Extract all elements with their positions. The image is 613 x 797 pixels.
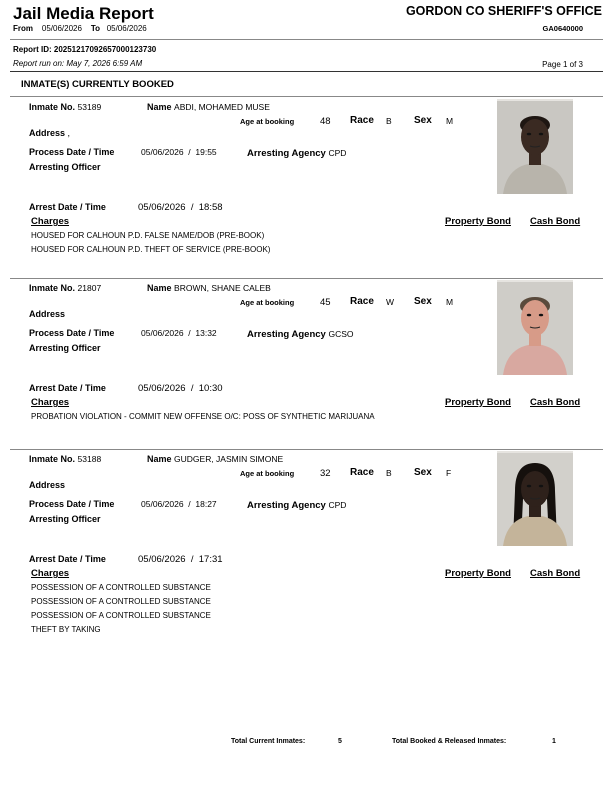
- section-title: INMATE(S) CURRENTLY BOOKED: [21, 79, 174, 90]
- inmate-no-label: Inmate No. 21807: [29, 283, 102, 293]
- sex-label: Sex: [414, 467, 432, 478]
- process-date-label: Process Date / Time: [29, 499, 115, 509]
- agency-code: GA0640000: [542, 24, 583, 33]
- arrest-date-value: 05/06/2026 / 18:58: [138, 202, 223, 213]
- sex-value: M: [446, 297, 454, 307]
- total-booked-value: 1: [552, 738, 556, 745]
- arresting-agency-value: GCSO: [328, 329, 354, 339]
- total-current-value: 5: [338, 738, 342, 745]
- inmate-name: ABDI, MOHAMED MUSE: [174, 102, 270, 112]
- arrest-date-label: Arrest Date / Time: [29, 383, 106, 393]
- charge-line: HOUSED FOR CALHOUN P.D. THEFT OF SERVICE (PRE-BOOK): [31, 245, 271, 254]
- inmate-photo: [497, 280, 573, 375]
- process-date-value: 05/06/2026 / 18:27: [141, 499, 217, 509]
- from-label: From: [13, 24, 33, 33]
- address-label: Address: [29, 480, 66, 490]
- process-date-label: Process Date / Time: [29, 147, 115, 157]
- process-date-value: 05/06/2026 / 19:55: [141, 147, 217, 157]
- race-label: Race: [350, 296, 374, 307]
- record-divider: [10, 449, 603, 450]
- total-booked-label: Total Booked & Released Inmates:: [392, 738, 507, 745]
- age-label: Age at booking: [240, 298, 295, 307]
- sex-value: M: [446, 116, 454, 126]
- agency-name: GORDON CO SHERIFF'S OFFICE: [405, 4, 602, 18]
- arresting-agency-label: Arresting Agency CPD: [247, 500, 347, 511]
- charge-line: POSSESSION OF A CONTROLLED SUBSTANCE: [31, 611, 211, 620]
- race-value: B: [386, 468, 392, 478]
- charge-line: POSSESSION OF A CONTROLLED SUBSTANCE: [31, 597, 211, 606]
- arrest-date-label: Arrest Date / Time: [29, 202, 106, 212]
- property-bond-label: Property Bond: [445, 216, 511, 227]
- arrest-date-value: 05/06/2026 / 10:30: [138, 383, 223, 394]
- section-divider: [10, 71, 603, 72]
- arresting-agency-value: CPD: [328, 148, 347, 158]
- sex-label: Sex: [414, 115, 432, 126]
- arresting-officer-label: Arresting Officer: [29, 514, 101, 524]
- race-label: Race: [350, 115, 374, 126]
- address-label: Address ,: [29, 128, 71, 138]
- arresting-officer-label: Arresting Officer: [29, 162, 101, 172]
- arresting-agency-label: Arresting Agency GCSO: [247, 329, 354, 340]
- inmate-record-21807: [0, 278, 613, 454]
- process-date-value: 05/06/2026 / 13:32: [141, 328, 217, 338]
- race-value: B: [386, 116, 392, 126]
- charge-line: PROBATION VIOLATION - COMMIT NEW OFFENSE O/C: POSS OF SYNTHETIC MARIJUANA: [31, 412, 375, 421]
- race-value: W: [386, 297, 395, 307]
- arrest-date-label: Arrest Date / Time: [29, 554, 106, 564]
- inmate-record-53189: [0, 97, 613, 273]
- arrest-date-value: 05/06/2026 / 17:31: [138, 554, 223, 565]
- charge-line: THEFT BY TAKING: [31, 625, 101, 634]
- process-date-label: Process Date / Time: [29, 328, 115, 338]
- page-number: Page 1 of 3: [542, 60, 583, 69]
- total-current-label: Total Current Inmates:: [231, 738, 306, 745]
- report-title: Jail Media Report: [13, 4, 154, 23]
- cash-bond-label: Cash Bond: [530, 568, 581, 579]
- name-label: Name GUDGER, JASMIN SIMONE: [147, 454, 284, 464]
- age-value: 45: [320, 297, 331, 308]
- report-id: Report ID: 20251217092657000123730: [13, 45, 157, 54]
- to-label: To: [90, 24, 101, 33]
- sex-value: F: [446, 468, 452, 478]
- address-value: ,: [67, 128, 71, 138]
- inmate-name: GUDGER, JASMIN SIMONE: [174, 454, 284, 464]
- name-label: Name BROWN, SHANE CALEB: [147, 283, 271, 293]
- age-label: Age at booking: [240, 117, 295, 126]
- arresting-agency-label: Arresting Agency CPD: [247, 148, 347, 159]
- report-run-on: Report run on: May 7, 2026 6:59 AM: [13, 59, 143, 68]
- from-date: 05/06/2026: [41, 24, 82, 33]
- property-bond-label: Property Bond: [445, 568, 511, 579]
- name-label: Name ABDI, MOHAMED MUSE: [147, 102, 270, 112]
- cash-bond-label: Cash Bond: [530, 216, 581, 227]
- sex-label: Sex: [414, 296, 432, 307]
- inmate-no-value: 53189: [77, 102, 102, 112]
- inmate-record-53188: [0, 449, 613, 634]
- inmate-photo: [497, 451, 573, 546]
- record-divider: [10, 278, 603, 279]
- age-value: 48: [320, 116, 331, 127]
- arresting-agency-value: CPD: [328, 500, 347, 510]
- race-label: Race: [350, 467, 374, 478]
- cash-bond-label: Cash Bond: [530, 397, 581, 408]
- date-range: [13, 24, 147, 33]
- to-date: 05/06/2026: [106, 24, 147, 33]
- charges-label: Charges: [31, 216, 70, 227]
- inmate-no-label: Inmate No. 53188: [29, 454, 102, 464]
- charge-line: HOUSED FOR CALHOUN P.D. FALSE NAME/DOB (PRE-BOOK): [31, 231, 265, 240]
- age-label: Age at booking: [240, 469, 295, 478]
- charges-label: Charges: [31, 397, 70, 408]
- inmate-no-value: 53188: [77, 454, 102, 464]
- address-label: Address: [29, 309, 66, 319]
- inmate-no-value: 21807: [77, 283, 102, 293]
- inmate-photo: [497, 99, 573, 194]
- charge-line: POSSESSION OF A CONTROLLED SUBSTANCE: [31, 583, 211, 592]
- age-value: 32: [320, 468, 331, 479]
- property-bond-label: Property Bond: [445, 397, 511, 408]
- inmate-name: BROWN, SHANE CALEB: [174, 283, 271, 293]
- header-divider: [10, 39, 603, 40]
- inmate-no-label: Inmate No. 53189: [29, 102, 102, 112]
- charges-label: Charges: [31, 568, 70, 579]
- arresting-officer-label: Arresting Officer: [29, 343, 101, 353]
